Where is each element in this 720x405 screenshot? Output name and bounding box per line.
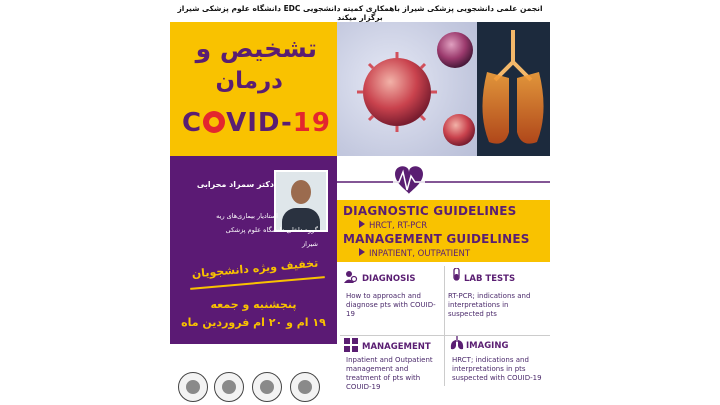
speaker-title-3: شیراز xyxy=(302,240,318,248)
diagnostic-guidelines-sub xyxy=(359,220,427,231)
poster xyxy=(170,0,550,405)
speaker-title-1: استادیار بیماری‌های ریه xyxy=(216,212,278,220)
management-sub-text: INPATIENT, OUTPATIENT xyxy=(369,249,471,259)
play-triangle-icon xyxy=(359,248,365,256)
student-discount xyxy=(180,256,330,286)
title-box xyxy=(170,22,337,156)
lungs-icon xyxy=(450,336,464,350)
diagnostic-sub-text: HRCT, RT-PCR xyxy=(369,221,428,231)
play-triangle-icon xyxy=(359,220,365,228)
speaker-head xyxy=(291,180,311,204)
event-date: ۱۹ ام و ۲۰ ام فروردین ماه xyxy=(181,316,326,329)
puzzle-icon xyxy=(344,338,358,352)
organizer-header: انجمن علمی دانشجویی پزشکی شیراز باهمکاری کمیته دانشجویی EDC دانشگاه علوم پزشکی شیراز برگزار میکند xyxy=(177,4,543,22)
speaker-name: دکتر سمراد محرابی xyxy=(196,180,274,189)
management-guidelines-title: MANAGEMENT GUIDELINES xyxy=(343,232,530,246)
guidelines-banner xyxy=(337,200,550,262)
speaker-panel xyxy=(170,156,337,344)
virus-large xyxy=(357,52,437,132)
covid-number: 19 xyxy=(292,108,331,138)
logo-emblem xyxy=(186,380,200,394)
covid-letters: VID- xyxy=(226,108,293,138)
lab-tests-title: LAB TESTS xyxy=(464,274,516,284)
covid-letter-c: C xyxy=(182,108,203,138)
logos-row xyxy=(170,370,340,402)
virus-icon xyxy=(203,111,225,133)
virus-illustration xyxy=(337,22,550,156)
diagnostic-guidelines-title: DIAGNOSTIC GUIDELINES xyxy=(343,204,517,218)
management-title: MANAGEMENT xyxy=(362,342,431,352)
lab-tests-text: RT-PCR; indications and interpretations in suspected pts xyxy=(448,292,531,318)
logo-emblem xyxy=(260,380,274,394)
logo-emblem xyxy=(298,380,312,394)
university-logo-icon xyxy=(178,372,208,402)
speaker-photo xyxy=(274,170,328,232)
management-guidelines-sub xyxy=(359,248,470,259)
diagnosis-text: How to approach and diagnose pts with COUID-19 xyxy=(346,292,436,318)
heart-pulse-icon xyxy=(337,160,550,196)
event-days: پنجشنبه و جمعه xyxy=(210,298,297,311)
virus-lungs-image xyxy=(337,22,550,156)
imaging-text: HRCT; indications and interpretations in pts suspected with COUID-19 xyxy=(452,356,542,382)
student-association-logo-icon xyxy=(214,372,244,402)
title-line-1: تشخیص و xyxy=(195,34,317,63)
title-line-2: درمان xyxy=(215,68,283,94)
diagnosis-title: DIAGNOSIS xyxy=(362,274,416,284)
covid-title xyxy=(182,108,331,138)
discount-text: تخفیف ویژه دانشجویان xyxy=(191,256,319,281)
test-tube-icon xyxy=(450,268,464,282)
card-divider-horizontal xyxy=(340,335,550,336)
speaker-title-2: گروه داخلی دانشگاه علوم پزشکی xyxy=(225,226,318,234)
management-text: Inpatient and Outpatient management and treatment of pts with COUID-19 xyxy=(346,356,433,391)
medical-school-logo-icon xyxy=(290,372,320,402)
virus-small xyxy=(437,32,475,146)
imaging-title: IMAGING xyxy=(466,341,509,351)
logo-emblem xyxy=(222,380,236,394)
edc-logo-icon xyxy=(252,372,282,402)
search-person-icon xyxy=(344,270,358,284)
card-divider-vertical xyxy=(444,266,445,386)
